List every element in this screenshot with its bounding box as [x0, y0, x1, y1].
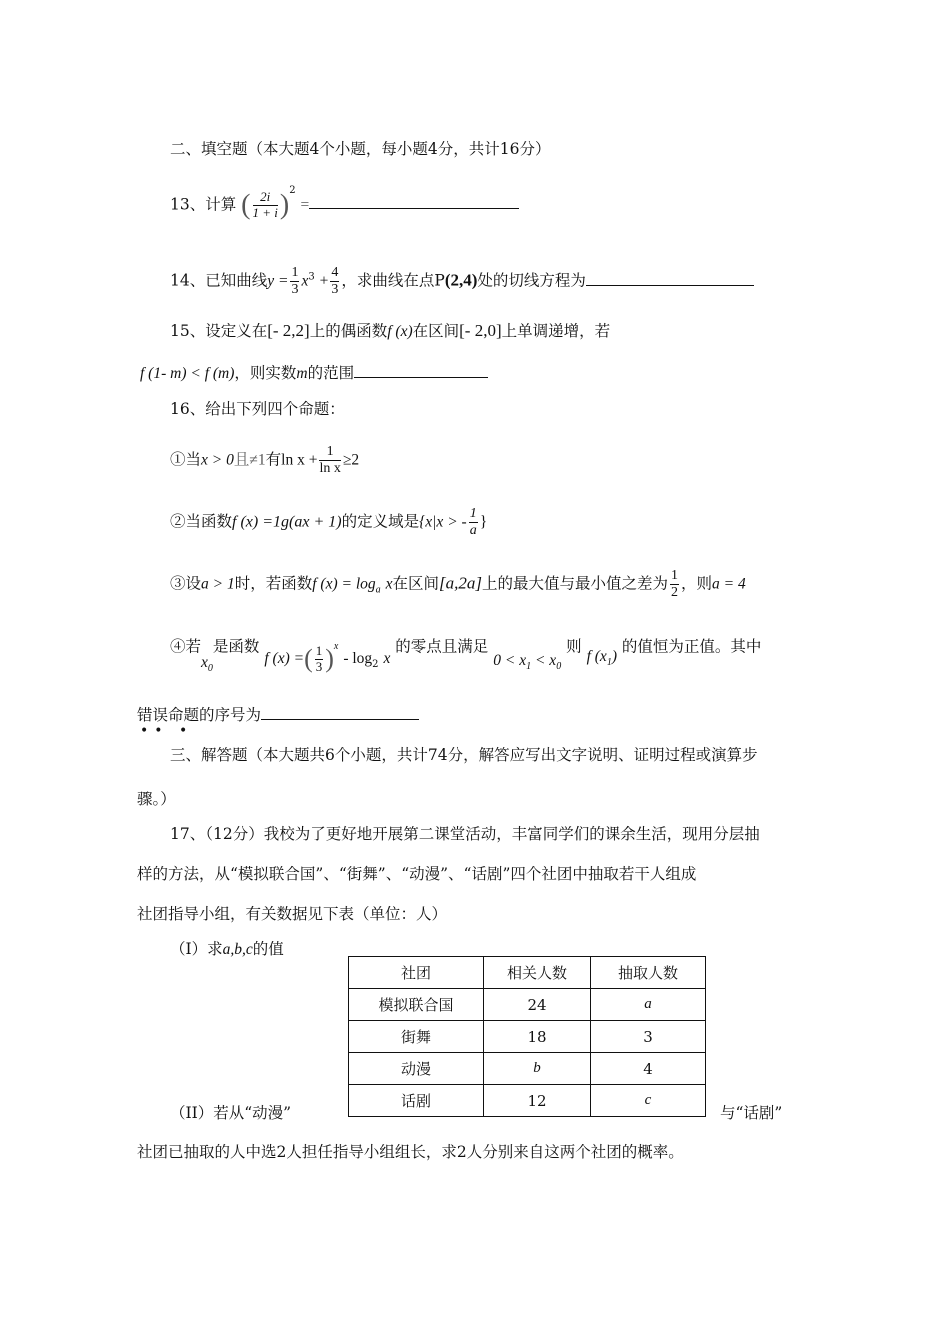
p4-e: 的值恒为正值。其中 — [621, 637, 762, 656]
p3-b: a > 1 — [201, 575, 235, 593]
p1-e: 有 — [265, 450, 282, 469]
p2-c: 的定义域是 — [341, 512, 420, 531]
p1-a: ①当 — [170, 450, 202, 469]
p4-a: ④若 — [170, 637, 202, 656]
p3-fn: 1 — [670, 568, 679, 585]
p4-gx: x — [383, 650, 391, 668]
p1-f: ln x + — [281, 451, 318, 469]
q15-prefix: 15、设定义在 — [170, 322, 268, 340]
table-cell: 动漫 — [349, 1053, 484, 1085]
p2-b: f (x) =1g(ax + 1) — [232, 513, 342, 531]
q14-plus: + — [319, 272, 329, 290]
p2-d: {x|x > - — [419, 513, 467, 531]
q13-eq: = — [300, 196, 310, 214]
p4-g: - log — [343, 650, 373, 668]
q15-t5: 的范围 — [307, 364, 355, 382]
p3-h: 上的最大值与最小值之差为 — [481, 574, 668, 593]
p1-b: x > 0 — [201, 451, 234, 469]
q13-prefix: 13、计算 — [170, 195, 237, 214]
q14 — [170, 265, 754, 298]
answer-blank[interactable] — [309, 207, 519, 209]
p1-c: 且 — [233, 450, 250, 469]
p4-f: f (x) = — [264, 650, 305, 668]
paren-right: ) — [279, 189, 290, 221]
q17-part2b: 与“话剧” — [720, 1104, 783, 1122]
table-cell: a — [591, 989, 706, 1021]
q15-m: m — [296, 365, 308, 382]
table-header-cell: 社团 — [349, 957, 484, 989]
answer-blank[interactable] — [354, 376, 488, 378]
q16-last-text: 错误命题的序号为 — [137, 706, 262, 724]
p3-fd: 2 — [671, 585, 678, 601]
q16-prefix: 16、给出下列四个命题： — [170, 400, 345, 418]
table-row — [349, 1021, 706, 1053]
table-cell: c — [591, 1085, 706, 1117]
p2-e: } — [479, 513, 488, 531]
q15-t4: ，则实数 — [234, 364, 297, 382]
q17-line2: 样的方法，从“模拟联合国”、“街舞”、“动漫”、“话剧”四个社团中抽取若干人组成 — [137, 865, 697, 883]
table-header-cell: 相关人数 — [484, 957, 591, 989]
q16-p2 — [170, 506, 487, 539]
p3-a: ③设 — [170, 574, 202, 593]
p4-c: 的零点且满足 — [395, 637, 489, 656]
q14-suffix: 处的切线方程为 — [477, 271, 586, 290]
emphasis-dots: •• • — [140, 723, 194, 739]
q13-den: 1 + i — [252, 204, 278, 220]
q14-frac2 — [330, 265, 339, 298]
q14-frac1 — [290, 265, 299, 298]
p3-frac — [670, 568, 679, 601]
q15-fx: f (x) — [387, 323, 413, 340]
p3-f: 在区间 — [392, 574, 439, 593]
p3-j: a = 4 — [712, 575, 746, 593]
q14-y: y = — [267, 272, 289, 290]
table-cell: 3 — [591, 1021, 706, 1053]
q14-frac1-den: 3 — [291, 282, 299, 298]
p4-func: f (x) =( $\frac{1}{3}$ )$^x - \log_2 x$ — [264, 641, 391, 674]
p3-d: f (x) = log — [312, 575, 376, 593]
q13-num: 2i — [253, 190, 278, 206]
p4-gsub: 2 — [372, 659, 379, 671]
q16-p4 — [170, 632, 762, 675]
q15-interval2: [- 2,0] — [459, 321, 502, 340]
p3-dsub: a — [375, 584, 381, 596]
q14-prefix: 14、已知曲线 — [170, 271, 268, 290]
section3-line2: 骤。） — [137, 790, 176, 808]
p4-d: 则 — [566, 637, 582, 656]
table-row — [349, 1085, 706, 1117]
q15-t1: 上的偶函数 — [309, 322, 388, 340]
q13-fraction — [253, 190, 278, 221]
table-cell: 24 — [484, 989, 591, 1021]
part1-a: （I）求 — [170, 940, 223, 958]
p3-c: 时，若函数 — [234, 574, 313, 593]
table-cell: 模拟联合国 — [349, 989, 484, 1021]
table-cell: b — [484, 1053, 591, 1085]
answer-blank[interactable] — [261, 718, 419, 720]
table-cell: 街舞 — [349, 1021, 484, 1053]
p1-d: ≠1 — [249, 451, 266, 469]
table-cell: 18 — [484, 1021, 591, 1053]
p3-g: [a,2a] — [439, 573, 482, 593]
q15-t2: 在区间 — [412, 322, 460, 340]
q14-x: x — [301, 272, 309, 290]
p2-fn: 1 — [469, 506, 478, 523]
table-row — [349, 989, 706, 1021]
q16-last — [137, 708, 419, 724]
table-row — [349, 1053, 706, 1085]
table-header — [349, 957, 706, 989]
p3-i: ，则 — [681, 574, 713, 593]
p4-ineq: $0 < x_1 < x_0$ — [493, 652, 562, 673]
p1-fn: 1 — [319, 444, 340, 461]
q14-frac1-num: 1 — [290, 265, 299, 282]
q14-point: (2,4) — [444, 270, 478, 290]
q15-line1 — [170, 322, 610, 340]
table-cell: 12 — [484, 1085, 591, 1117]
p1-frac — [319, 444, 340, 477]
q17-part2c: 社团已抽取的人中选2人担任指导小组组长，求2人分别来自这两个社团的概率。 — [137, 1143, 684, 1161]
q16-p3 — [170, 568, 746, 601]
q14-frac2-den: 3 — [331, 282, 339, 298]
part1-c: 的值 — [252, 940, 284, 958]
p1-fd: ln x — [319, 461, 341, 477]
p4-x0: $x_0$ — [201, 654, 213, 675]
part1-b: a,b,c — [222, 941, 253, 958]
table-header-cell: 抽取人数 — [591, 957, 706, 989]
p1-g: ≥2 — [342, 451, 360, 469]
q16-p1 — [170, 444, 359, 477]
q15-t3: 上单调递增，若 — [501, 322, 611, 340]
q15-interval1: [- 2,2] — [267, 321, 310, 340]
p2-frac — [469, 506, 478, 539]
p4-frac: $\frac{1}{3}$ — [315, 643, 323, 674]
p2-a: ②当函数 — [170, 512, 233, 531]
p4-fe: x — [333, 641, 339, 653]
q17-part1 — [170, 942, 284, 958]
q17-line1: 17、（12分）我校为了更好地开展第二课堂活动，丰富同学们的课余生活，现用分层抽 — [170, 825, 760, 843]
table-cell: 话剧 — [349, 1085, 484, 1117]
table-cell: 4 — [591, 1053, 706, 1085]
q15-inequality: f (1- m) < f (m) — [140, 365, 235, 382]
q14-exp: 3 — [308, 271, 315, 283]
p4-fx1: f $(x_1)$ — [586, 648, 617, 669]
p2-fd: a — [469, 523, 477, 539]
q13 — [170, 185, 519, 221]
section3-line1: 三、解答题（本大题共6个小题，共计74分，解答应写出文字说明、证明过程或演算步 — [170, 746, 758, 764]
data-table — [348, 956, 706, 1117]
section2-title: 二、填空题（本大题4个小题，每小题4分，共计16分） — [170, 140, 551, 158]
q14-frac2-num: 4 — [330, 265, 339, 282]
q14-mid: ，求曲线在点P — [341, 271, 445, 290]
q17-part2a: （II）若从“动漫” — [170, 1104, 292, 1122]
p4-b: 是函数 — [212, 637, 260, 656]
q13-exp: 2 — [289, 185, 296, 197]
answer-blank[interactable] — [586, 284, 754, 286]
paren-left: ( — [241, 189, 251, 221]
q15-line2 — [140, 366, 488, 382]
p3-e: x — [385, 575, 393, 593]
q17-line3: 社团指导小组，有关数据见下表（单位：人） — [137, 905, 448, 923]
